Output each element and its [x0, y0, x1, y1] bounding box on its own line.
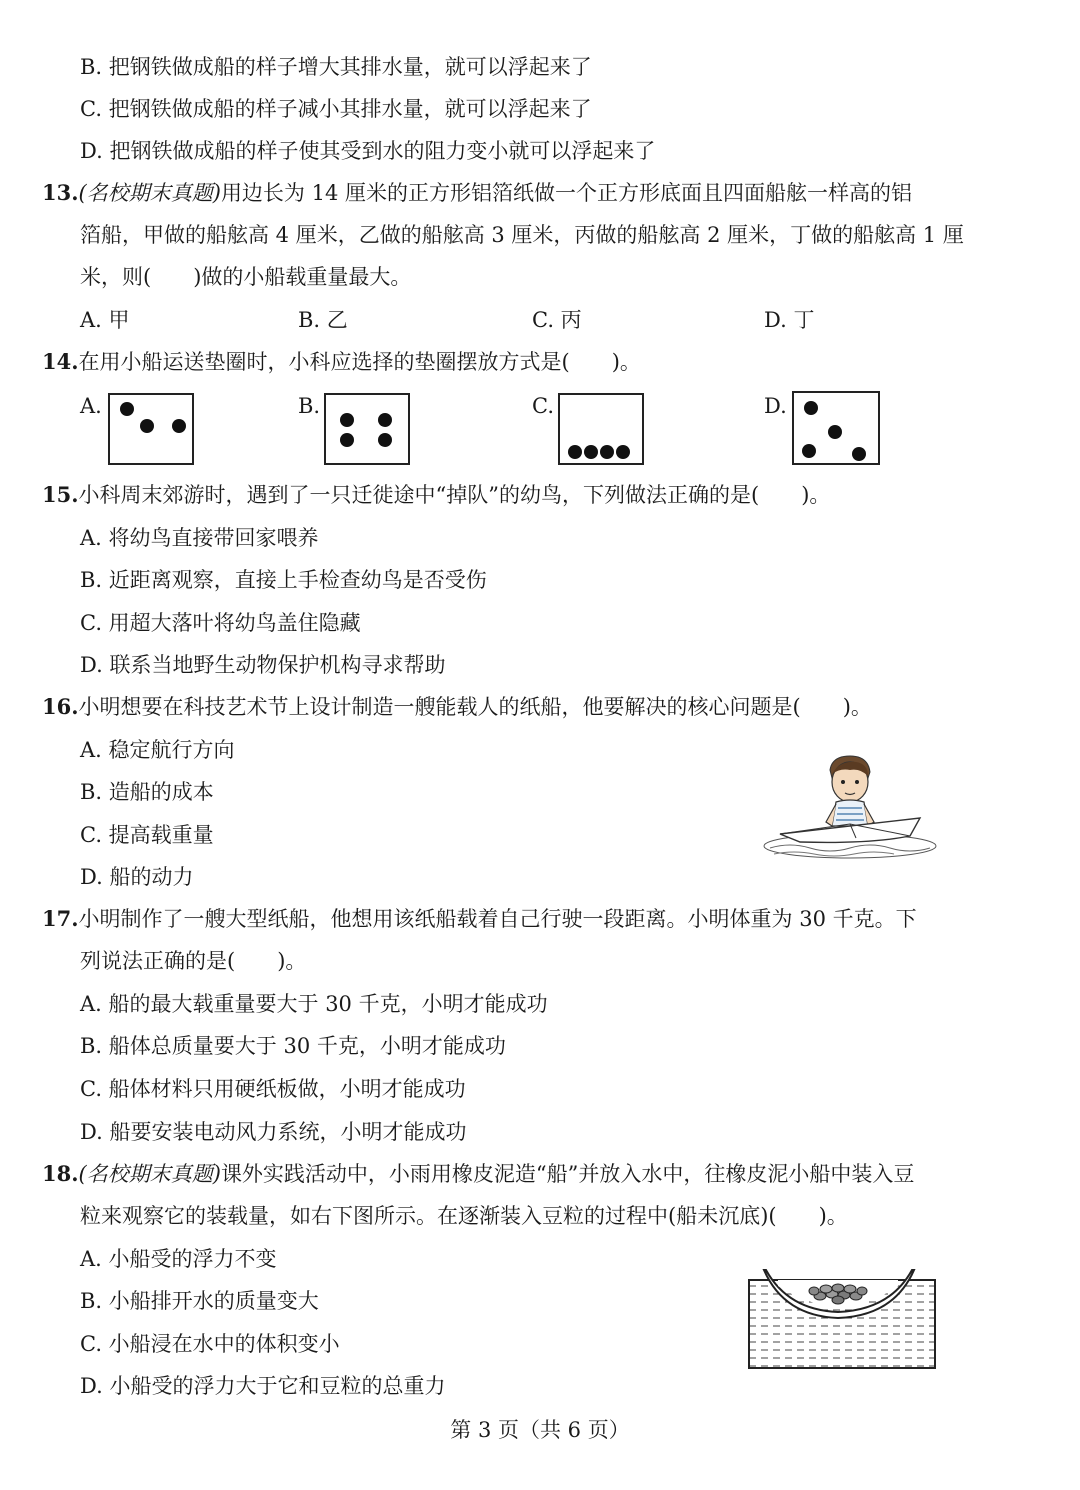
washer-dot: [140, 419, 154, 433]
q16-option-c: C. 提高载重量: [80, 823, 214, 847]
washer-dot: [616, 445, 630, 459]
clay-boat-water-tank-illustration: [748, 1266, 938, 1370]
q18-number: 18.: [42, 1161, 79, 1186]
q14-label-a: A.: [80, 394, 102, 418]
page-number-footer: 第 3 页（共 6 页）: [450, 1418, 630, 1442]
washer-dot: [852, 447, 866, 461]
q15-text: 小科周末郊游时，遇到了一只迁徙途中“掉队”的幼鸟，下列做法正确的是( )。: [78, 483, 831, 507]
q14-label-c: C.: [532, 394, 554, 418]
q13-option-d: D. 丁: [764, 308, 815, 332]
q17-option-a: A. 船的最大载重量要大于 30 千克，小明才能成功: [80, 992, 548, 1016]
q14-washer-layout-b: [324, 393, 410, 465]
q16-option-b: B. 造船的成本: [80, 780, 214, 804]
washer-dot: [378, 433, 392, 447]
q14-label-b: B.: [298, 394, 321, 418]
q15-stem: [42, 481, 830, 509]
washer-dot: [804, 401, 818, 415]
q13-stem-line-2: 箔船，甲做的船舷高 4 厘米，乙做的船舷高 3 厘米，丙做的船舷高 2 厘米，丁做的船舷高 1 厘: [80, 223, 964, 247]
q18-option-c: C. 小船浸在水中的体积变小: [80, 1332, 340, 1356]
washer-dot: [340, 413, 354, 427]
q14-washer-layout-d: [792, 391, 880, 465]
q13-stem-line-3: 米，则( )做的小船载重量最大。: [80, 265, 412, 289]
q14-number: 14.: [42, 349, 79, 374]
q13-stem-line-1: [42, 179, 912, 207]
q17-option-b: B. 船体总质量要大于 30 千克，小明才能成功: [80, 1034, 506, 1058]
q16-number: 16.: [42, 694, 79, 719]
q17-number: 17.: [42, 906, 79, 931]
q13-option-c: C. 丙: [532, 308, 582, 332]
q18-option-a: A. 小船受的浮力不变: [80, 1247, 277, 1271]
q16-option-d: D. 船的动力: [80, 865, 194, 889]
q14-label-d: D.: [764, 394, 787, 418]
q18-stem-line-1: [42, 1160, 914, 1188]
q15-number: 15.: [42, 482, 79, 507]
q16-text: 小明想要在科技艺术节上设计制造一艘能载人的纸船，他要解决的核心问题是( )。: [78, 695, 872, 719]
q18-text-1: 课外实践活动中，小雨用橡皮泥造“船”并放入水中，往橡皮泥小船中装入豆: [220, 1162, 915, 1186]
q13-tag: (名校期末真题): [78, 181, 221, 205]
q13-option-b: B. 乙: [298, 308, 348, 332]
q18-option-b: B. 小船排开水的质量变大: [80, 1289, 319, 1313]
washer-dot: [828, 425, 842, 439]
q18-stem-line-2: 粒来观察它的装载量，如右下图所示。在逐渐装入豆粒的过程中(船未沉底)( )。: [80, 1204, 848, 1228]
q17-text-1: 小明制作了一艘大型纸船，他想用该纸船载着自己行驶一段距离。小明体重为 30 千克。下: [78, 907, 917, 931]
q16-option-a: A. 稳定航行方向: [80, 738, 235, 762]
q14-stem: [42, 348, 641, 376]
washer-dot: [120, 402, 134, 416]
q14-washer-layout-c: [558, 393, 644, 465]
q18-tag: (名校期末真题): [78, 1162, 221, 1186]
q15-option-a: A. 将幼鸟直接带回家喂养: [80, 526, 319, 550]
washer-dot: [172, 419, 186, 433]
washer-dot: [802, 444, 816, 458]
washer-dot: [584, 445, 598, 459]
washer-dot: [340, 433, 354, 447]
washer-dot: [568, 445, 582, 459]
q14-washer-layout-a: [108, 393, 194, 465]
q15-option-c: C. 用超大落叶将幼鸟盖住隐藏: [80, 611, 361, 635]
q17-option-d: D. 船要安装电动风力系统，小明才能成功: [80, 1120, 467, 1144]
washer-dot: [378, 413, 392, 427]
q14-text: 在用小船运送垫圈时，小科应选择的垫圈摆放方式是( )。: [78, 350, 641, 374]
q18-option-d: D. 小船受的浮力大于它和豆粒的总重力: [80, 1374, 446, 1398]
washer-dot: [600, 445, 614, 459]
q17-option-c: C. 船体材料只用硬纸板做，小明才能成功: [80, 1077, 466, 1101]
q12-option-c: C. 把钢铁做成船的样子减小其排水量，就可以浮起来了: [80, 97, 592, 121]
boy-in-paper-boat-illustration: [760, 752, 940, 864]
q15-option-b: B. 近距离观察，直接上手检查幼鸟是否受伤: [80, 568, 487, 592]
q13-option-a: A. 甲: [80, 308, 130, 332]
q13-number: 13.: [42, 180, 79, 205]
q17-stem-line-2: 列说法正确的是( )。: [80, 949, 307, 973]
q15-option-d: D. 联系当地野生动物保护机构寻求帮助: [80, 653, 446, 677]
q17-stem-line-1: [42, 905, 917, 933]
q13-text-1: 用边长为 14 厘米的正方形铝箔纸做一个正方形底面且四面船舷一样高的铝: [220, 181, 913, 205]
q12-option-d: D. 把钢铁做成船的样子使其受到水的阻力变小就可以浮起来了: [80, 139, 656, 163]
q16-stem: [42, 693, 872, 721]
q12-option-b: B. 把钢铁做成船的样子增大其排水量，就可以浮起来了: [80, 55, 592, 79]
